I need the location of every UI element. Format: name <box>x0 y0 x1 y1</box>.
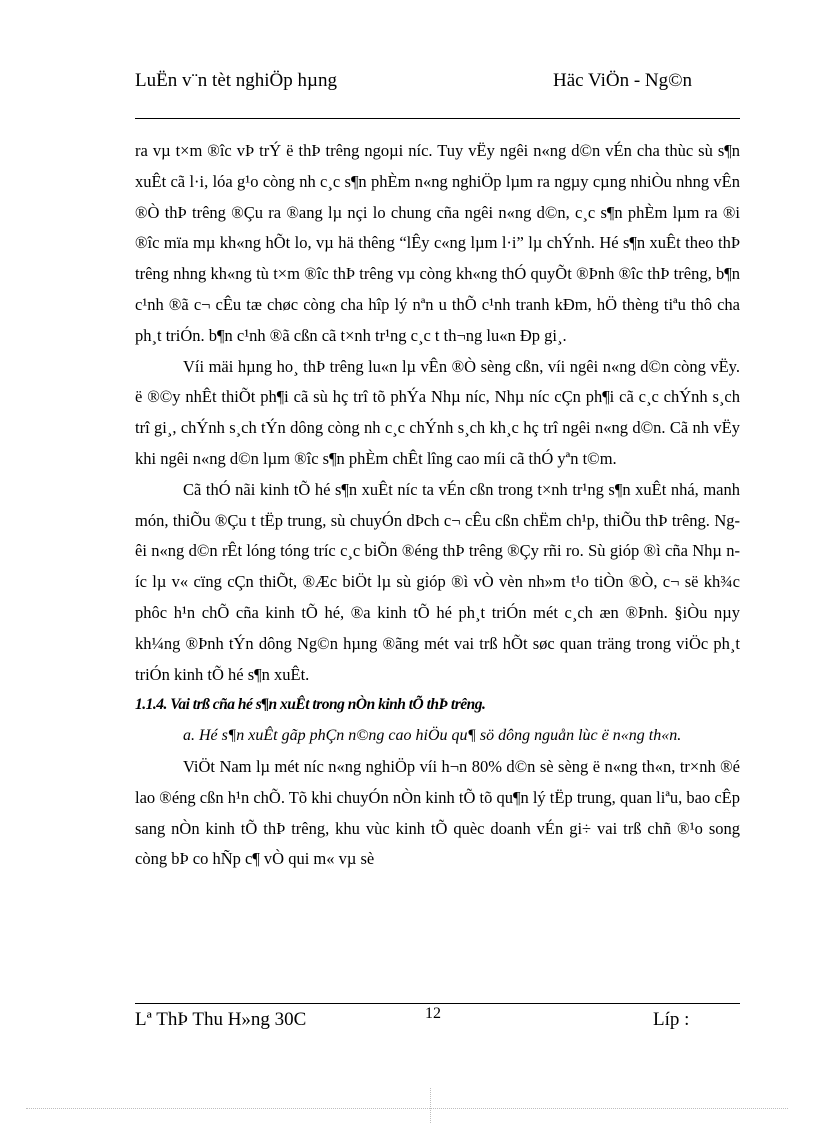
paragraph-4: ViÖt Nam lµ mét níc n«ng nghiÖp víi h¬n 80% d©n sè sèng ë n«ng th«n, tr×nh ®é lao ®éng cßn h¹n chÕ. Tõ khi chuyÓn nÒn kinh tÕ tõ qu¶n lý tËp trung, quan liªu, bao cÊp sang nÒn kinh tÕ thÞ trêng, khu vùc kinh tÕ quèc doanh vÉn gi÷ vai trß chñ ®¹o song còng bÞ co hÑp c¶ vÒ qui m« vµ sè <box>135 756 740 869</box>
page-body <box>135 136 740 875</box>
section-subheading: a. Hé s¶n xuÊt gãp phÇn n©ng cao hiÖu qu¶ sö dông nguån lùc ë n«ng th«n. <box>183 727 682 745</box>
footer-class: Líp : <box>653 1009 690 1030</box>
paragraph-2: Víi mäi hµng ho¸ thÞ trêng lu«n lµ vÊn ®Ò sèng cßn, víi ngêi n«ng d©n còng vËy. ë ®©y nhÊt thiÕt ph¶i cã sù hç trî tõ phÝa Nhµ níc, Nhµ níc cÇn ph¶i cã c¸c chÝnh s¸ch trî gi¸, chÝnh s¸ch tÝn dông còng nh c¸c chÝnh s¸ch kh¸c hç trî ngêi n«ng d©n. Cã nh vËy khi ngêi n«ng d©n lµm ®îc s¶n phÈm chÊt lîng cao míi cã thÓ yªn t©m. <box>135 356 740 468</box>
header-right-text: Häc ViÖn - Ng©n <box>553 70 693 91</box>
header-rule <box>135 118 740 119</box>
paragraph-3: Cã thÓ nãi kinh tÕ hé s¶n xuÊt níc ta vÉn cßn trong t×nh tr¹ng s¶n xuÊt nhá, manh món, thiÕu ®Çu t tËp trung, sù chuyÓn dÞch c¬ cÊu cßn chËm ch¹p, thiÕu thÞ trêng. Ngêi n«ng d©n rÊt lóng tóng tríc c¸c biÕn ®éng thÞ trêng ®Çy rñi ro. Sù gióp ®ì cña Nhµ níc lµ v« cïng cÇn thiÕt, ®Æc biÖt lµ sù gióp ®ì vÒ vèn nh»m t¹o tiÒn ®Ò, c¬ së kh¾c phôc h¹n chÕ cña kinh tÕ hé, ®a kinh tÕ hé ph¸t triÓn mét c¸ch æn ®Þnh. §iÒu nµy kh¼ng ®Þnh tÝn dông Ng©n hµng ®ãng mét vai trß hÕt søc quan träng trong viÖc ph¸t triÓn kinh tÕ hé s¶n xuÊt. <box>135 479 740 684</box>
header-left-text: LuËn v¨n tèt nghiÖp hµng <box>135 70 337 91</box>
footer-rule <box>135 1003 740 1004</box>
section-heading: 1.1.4. Vai trß cña hé s¶n xuÊt trong nÒn kinh tÕ thÞ trêng. <box>135 696 486 714</box>
paragraph-1: ra vµ t×m ®îc vÞ trÝ ë thÞ trêng ngoµi níc. Tuy vËy ngêi n«ng d©n vÉn cha thùc sù s¶n xuÊt cã l·i, lóa g¹o còng nh c¸c s¶n phÈm n«ng nghiÖp lµm ra ngµy cµng nhiÒu nhng vÊn ®Ò thÞ trêng ®Çu ra ®ang lµ nçi lo chung cña ngêi n«ng d©n, c¸c s¶n phÈm lµm ra ®i ®îc mïa mµ kh«ng hÕt lo, vµ hä thêng “lÊy c«ng lµm l·i” lµ chÝnh. Hé s¶n xuÊt theo thÞ trêng nhng kh«ng tù t×m ®îc thÞ trêng vµ còng kh«ng thÓ quyÕt ®Þnh ®îc thÞ trêng, b¶n c¹nh ®ã c¬ cÊu tæ chøc còng cha hîp lý nªn u thÕ c¹nh tranh kÐm, hÖ thèng tiªu thô cha ph¸t triÓn. b¶n c¹nh ®ã cßn cã t×nh tr¹ng c¸c t th¬ng lu«n Ðp gi¸. <box>135 141 740 345</box>
page-boundary-line <box>26 1108 788 1109</box>
footer-author: Lª ThÞ Thu H»ng 30C <box>135 1009 307 1030</box>
page-number: 12 <box>425 1005 441 1022</box>
page-boundary-tick <box>430 1088 431 1123</box>
